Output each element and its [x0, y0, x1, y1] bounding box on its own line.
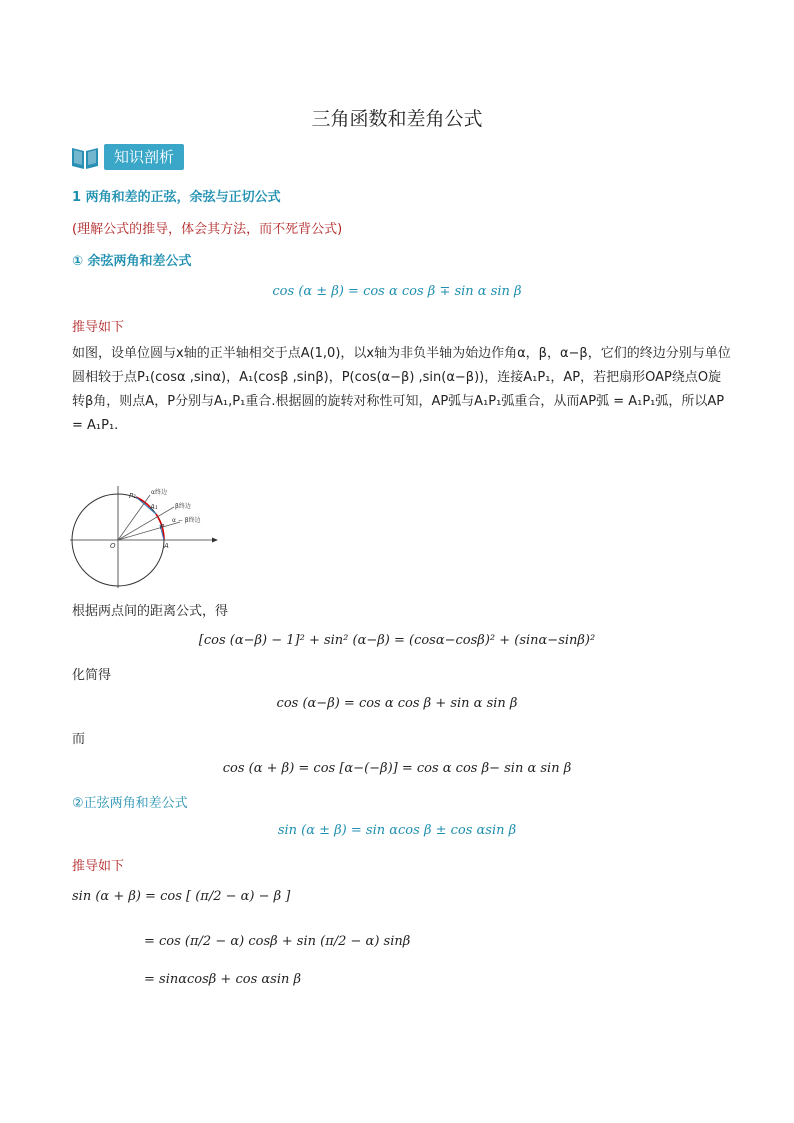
point-a1-label: A₁: [150, 503, 158, 511]
section-note: (理解公式的推导，体会其方法，而不死背公式): [72, 222, 343, 237]
origin-label: O: [110, 542, 116, 550]
cosine-heading: ① 余弦两角和差公式: [72, 254, 192, 269]
sine-derive-label: 推导如下: [72, 859, 125, 874]
alpha-minus-beta-ray-label: α − β终边: [172, 517, 201, 524]
book-icon: [70, 143, 100, 171]
point-p1-label: P₁: [129, 492, 137, 500]
unit-circle-diagram: [70, 484, 220, 590]
alpha-ray: [118, 495, 150, 540]
derivation-paragraph: 如图，设单位圆与x轴的正半轴相交于点A(1,0)，以x轴为非负半轴为始边作角α，β，α−β，它们的终边分别与单位圆相较于点P₁(cosα ,sinα)，A₁(cosβ ,sinβ)，P(cos(α−β) ,sin(α−β))，连接A₁P₁，AP，若把扇形OAP绕点O旋转β角，则点A，P分别与A₁,P₁重合.根据圆的旋转对称性可知，AP弧与A₁P₁弧重合，从而AP弧 = A₁P₁弧，所以AP = A₁P₁.: [72, 346, 731, 433]
simplify-label: 化简得: [72, 668, 112, 683]
alpha-minus-beta-ray: [118, 522, 180, 540]
banner-label: 知识剖析: [104, 144, 184, 170]
sine-formula: sin (α ± β) = sin αcos β ± cos αsin β: [277, 823, 517, 838]
section-banner: [70, 143, 184, 171]
section-heading: 1 两角和差的正弦，余弦与正切公式: [72, 190, 281, 205]
beta-ray-label: β终边: [175, 503, 191, 510]
alpha-ray-label: α终边: [151, 489, 167, 496]
page-title: 三角函数和差角公式: [311, 108, 483, 130]
cosine-sum-formula: cos (α + β) = cos [α−(−β)] = cos α cos β− sin α sin β: [222, 761, 572, 776]
sine-heading: ②正弦两角和差公式: [72, 796, 188, 811]
distance-label: 根据两点间的距离公式，得: [72, 604, 229, 619]
cosine-formula: cos (α ± β) = cos α cos β ∓ sin α sin β: [272, 284, 522, 299]
simplified-formula: cos (α−β) = cos α cos β + sin α sin β: [276, 696, 518, 711]
point-a-label: A: [164, 542, 169, 550]
and-label: 而: [72, 732, 86, 747]
sine-derivation-line-3: = sinαcosβ + cos αsin β: [144, 972, 301, 987]
point-p-label: P: [160, 523, 165, 531]
beta-ray: [118, 507, 174, 540]
sine-derivation-line-1: sin (α + β) = cos [ (π/2 − α) − β ]: [72, 889, 291, 904]
sine-derivation-line-2: = cos (π/2 − α) cosβ + sin (π/2 − α) sinβ: [144, 934, 411, 949]
derive-label: 推导如下: [72, 320, 125, 335]
distance-formula: [cos (α−β) − 1]² + sin² (α−β) = (cosα−cosβ)² + (sinα−sinβ)²: [198, 633, 596, 648]
